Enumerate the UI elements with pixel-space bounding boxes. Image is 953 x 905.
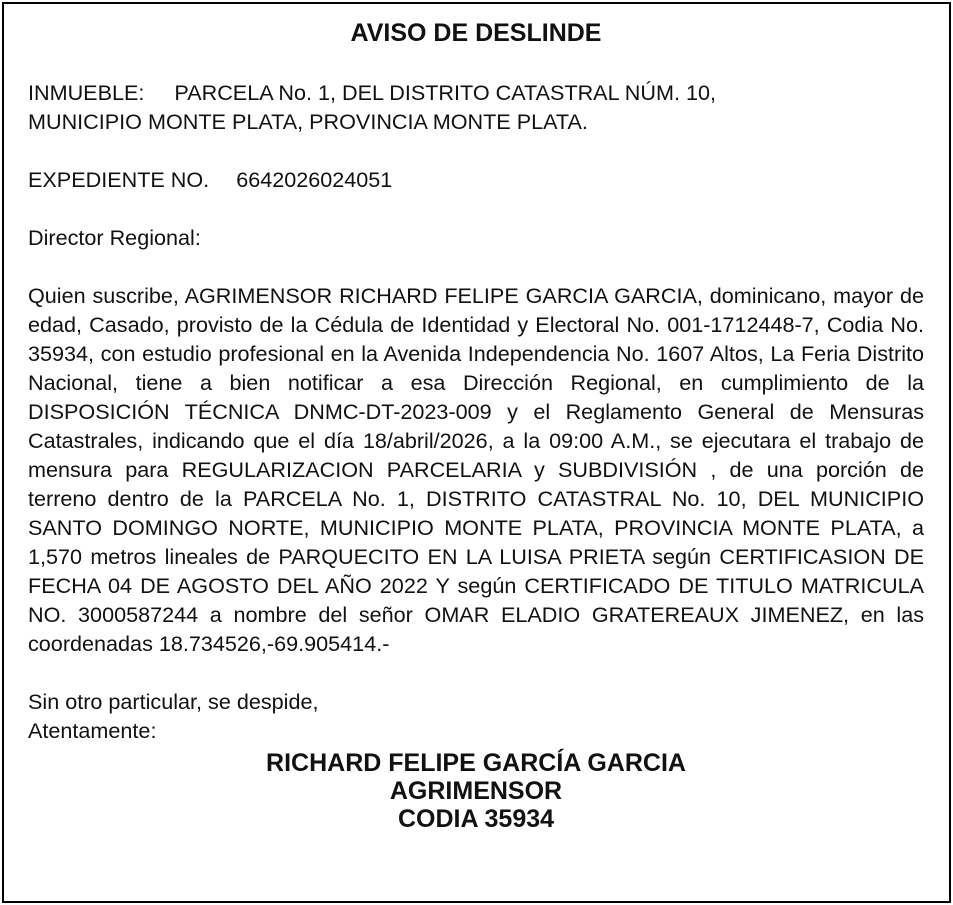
notice-title: AVISO DE DESLINDE — [350, 19, 602, 47]
notice-body: Quien suscribe, AGRIMENSOR RICHARD FELIPE GARCIA GARCIA, dominicano, mayor de edad, Casado, provisto de la Cédula de Identidad y Electoral No. 001-1712448-7, Codia No. 35934, con estudio profesional en la Avenida Independencia No. 1607 Altos, La Feria Distrito Nacional, tiene a bien notificar a esa Dirección Regional, en cumplimiento de la DISPOSICIÓN TÉCNICA DNMC-DT-2023-009 y el Reglamento General de Mensuras Catastrales, indicando que el día 18/abril/2026, a la 09:00 A.M., se ejecutara el trabajo de mensura para REGULARIZACION PARCELARIA y SUBDIVISIÓN , de una porción de terreno dentro de la PARCELA No. 1, DISTRITO CATASTRAL No. 10, DEL MUNICIPIO SANTO DOMINGO NORTE, MUNICIPIO MONTE PLATA, PROVINCIA MONTE PLATA, a 1,570 metros lineales de PARQUECITO EN LA LUISA PRIETA según CERTIFICASION DE FECHA 04 DE AGOSTO DEL AÑO 2022 Y según CERTIFICADO DE TITULO MATRICULA NO. 3000587244 a nombre del señor OMAR ELADIO GRATEREAUX JIMENEZ, en las coordenadas 18.734526,-69.905414.- — [28, 283, 924, 656]
expediente-block — [28, 165, 924, 194]
regards-line: Atentamente: — [28, 718, 157, 743]
notice-frame — [2, 2, 951, 903]
expediente-value: 6642026024051 — [236, 167, 393, 192]
notice-content — [28, 16, 924, 833]
expediente-label: EXPEDIENTE NO. — [28, 167, 210, 192]
inmueble-block — [28, 78, 924, 136]
inmueble-line1: PARCELA No. 1, DEL DISTRITO CATASTRAL NÚM. 10, — [174, 80, 716, 105]
signature-name: RICHARD FELIPE GARCÍA GARCIA — [266, 749, 686, 777]
inmueble-line2: MUNICIPIO MONTE PLATA, PROVINCIA MONTE PLATA. — [28, 109, 588, 134]
salutation: Director Regional: — [28, 225, 201, 250]
signature-block — [28, 749, 924, 833]
inmueble-label: INMUEBLE: — [28, 80, 145, 105]
signature-role: AGRIMENSOR — [389, 777, 563, 805]
signature-codia: CODIA 35934 — [397, 805, 555, 833]
closing-line: Sin otro particular, se despide, — [28, 689, 319, 714]
